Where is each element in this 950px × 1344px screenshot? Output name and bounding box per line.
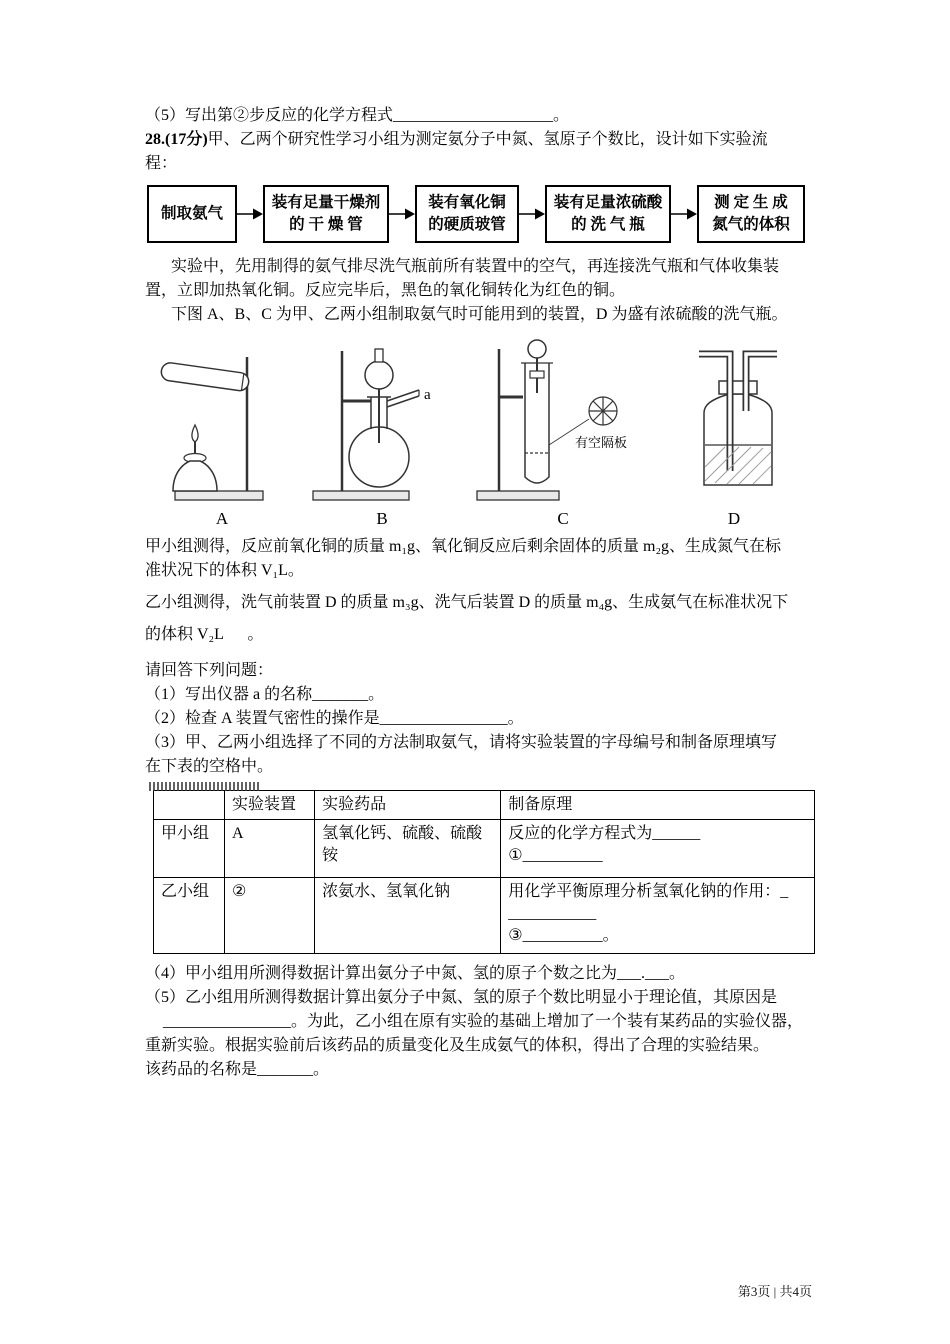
principle-line: ___________ xyxy=(508,905,597,922)
para4-line1: 乙小组测得，洗气前装置 D 的质量 m₃g、洗气后装置 D 的质量 m₄g、生成氨气在标准状况下 xyxy=(145,594,789,611)
apparatus-a-diagram xyxy=(147,335,297,507)
para3-line1: 甲小组测得，反应前氧化铜的质量 m₁g、氧化铜反应后剩余固体的质量 m₂g、生成氮气在标 xyxy=(145,538,782,555)
question-2: （2）检查 A 装置气密性的操作是________________。 xyxy=(145,710,524,727)
questions-title: 请回答下列问题： xyxy=(145,662,274,679)
cell-reagents: 氢氧化钙、硫酸、硫酸铵 xyxy=(315,820,501,878)
header-principle: 制备原理 xyxy=(501,791,815,820)
question-4: （4）甲小组用所测得数据计算出氨分子中氮、氢的原子个数之比为___.___。 xyxy=(145,965,686,982)
flow-step-make-ammonia xyxy=(147,185,237,243)
apparatus-d-diagram xyxy=(659,335,809,507)
question-3-line2: 在下表的空格中。 xyxy=(145,758,274,775)
para2: 下图 A、B、C 为甲、乙两小组制取氨气时可能用到的装置，D 为盛有浓硫酸的洗气瓶。 xyxy=(171,306,788,323)
q28-intro-line1 xyxy=(145,128,815,152)
q28-number: 28.(17分) xyxy=(145,131,208,148)
flow-step-text: 装有足量干燥剂 xyxy=(271,194,381,211)
flow-step-drying-tube xyxy=(263,185,389,243)
header-blank xyxy=(154,791,225,820)
header-reagents: 实验药品 xyxy=(315,791,501,820)
apparatus-b-diagram xyxy=(297,335,467,507)
question-5-line3: 重新实验。根据实验前后该药品的质量变化及生成氨气的体积，得出了合理的实验结果。 xyxy=(145,1037,770,1054)
flow-step-text: 测 定 生 成 xyxy=(714,194,788,211)
table-header-row xyxy=(154,791,815,820)
flow-arrow-icon xyxy=(519,207,545,221)
cell-group: 乙小组 xyxy=(154,878,225,954)
apparatus-b xyxy=(297,335,467,529)
apparatus-c xyxy=(467,335,659,529)
table-row-group-jia xyxy=(154,820,815,878)
apparatus-b-tube-label: a xyxy=(424,387,431,403)
principle-line: ③__________。 xyxy=(508,927,619,944)
apparatus-c-label: C xyxy=(557,509,569,528)
q28-intro-line2: 程： xyxy=(145,155,178,172)
cell-group: 甲小组 xyxy=(154,820,225,878)
apparatus-a-label: A xyxy=(215,509,229,528)
para4-line2: 的体积 V₂L 。 xyxy=(145,626,264,643)
cell-principle xyxy=(501,820,815,878)
flow-step-text: 装有氧化铜 xyxy=(428,194,506,211)
overprint-text-artifact xyxy=(149,782,261,791)
flow-step-text: 氮气的体积 xyxy=(712,216,790,233)
apparatus-figures xyxy=(147,335,809,529)
cell-principle xyxy=(501,878,815,954)
prev-question-line: （5）写出第②步反应的化学方程式____________________。 xyxy=(145,107,570,124)
flow-step-text: 制取氨气 xyxy=(160,205,223,222)
principle-line: ①__________ xyxy=(508,847,603,864)
flow-arrow-icon xyxy=(389,207,415,221)
principle-line: 反应的化学方程式为______ xyxy=(508,825,701,842)
question-5-line2: ________________。为此，乙小组在原有实验的基础上增加了一个装有某药品的实验仪器， xyxy=(163,1013,804,1030)
flow-step-text: 的硬质玻管 xyxy=(428,216,506,233)
cell-device: ② xyxy=(225,878,315,954)
preparation-table xyxy=(153,790,815,954)
flow-step-text: 装有足量浓硫酸 xyxy=(553,194,663,211)
para1-line1: 实验中，先用制得的氨气排尽洗气瓶前所有装置中的空气，再连接洗气瓶和气体收集装 xyxy=(171,258,780,275)
apparatus-a xyxy=(147,335,297,529)
table-row-group-yi xyxy=(154,878,815,954)
cell-device: A xyxy=(225,820,315,878)
question-3-line1: （3）甲、乙两小组选择了不同的方法制取氨气，请将实验装置的字母编号和制备原理填写 xyxy=(145,734,778,751)
flow-step-wash-bottle xyxy=(545,185,671,243)
question-1: （1）写出仪器 a 的名称_______。 xyxy=(145,686,385,703)
flow-arrow-icon xyxy=(237,207,263,221)
header-device: 实验装置 xyxy=(225,791,315,820)
flow-step-text: 的 洗 气 瓶 xyxy=(571,216,645,233)
apparatus-d-label: D xyxy=(727,509,741,528)
apparatus-d xyxy=(659,335,809,529)
cell-reagents: 浓氨水、氢氧化钠 xyxy=(315,878,501,954)
apparatus-b-label: B xyxy=(376,509,388,528)
apparatus-c-diagram xyxy=(467,335,659,507)
flow-step-cuo-tube xyxy=(415,185,519,243)
flow-step-text: 的 干 燥 管 xyxy=(289,216,363,233)
q28-intro-text: 甲、乙两个研究性学习小组为测定氨分子中氮、氢原子个数比，设计如下实验流 xyxy=(207,131,768,148)
flow-arrow-icon xyxy=(671,207,697,221)
page-footer: 第3页 | 共4页 xyxy=(737,1284,812,1299)
flow-step-measure-n2 xyxy=(697,185,805,243)
question-5-line1: （5）乙小组用所测得数据计算出氨分子中氮、氢的原子个数比明显小于理论值，其原因是 xyxy=(145,989,778,1006)
question-5-line4: 该药品的名称是_______。 xyxy=(145,1061,330,1078)
apparatus-c-callout-label: 有空隔板 xyxy=(575,435,628,450)
para1-line2: 置，立即加热氧化铜。反应完毕后，黑色的氧化铜转化为红色的铜。 xyxy=(145,282,626,299)
para3-line2: 准状况下的体积 V₁L。 xyxy=(145,562,304,579)
experiment-flow-chart xyxy=(147,185,815,243)
principle-line: 用化学平衡原理分析氢氧化钠的作用：_ xyxy=(508,883,789,900)
